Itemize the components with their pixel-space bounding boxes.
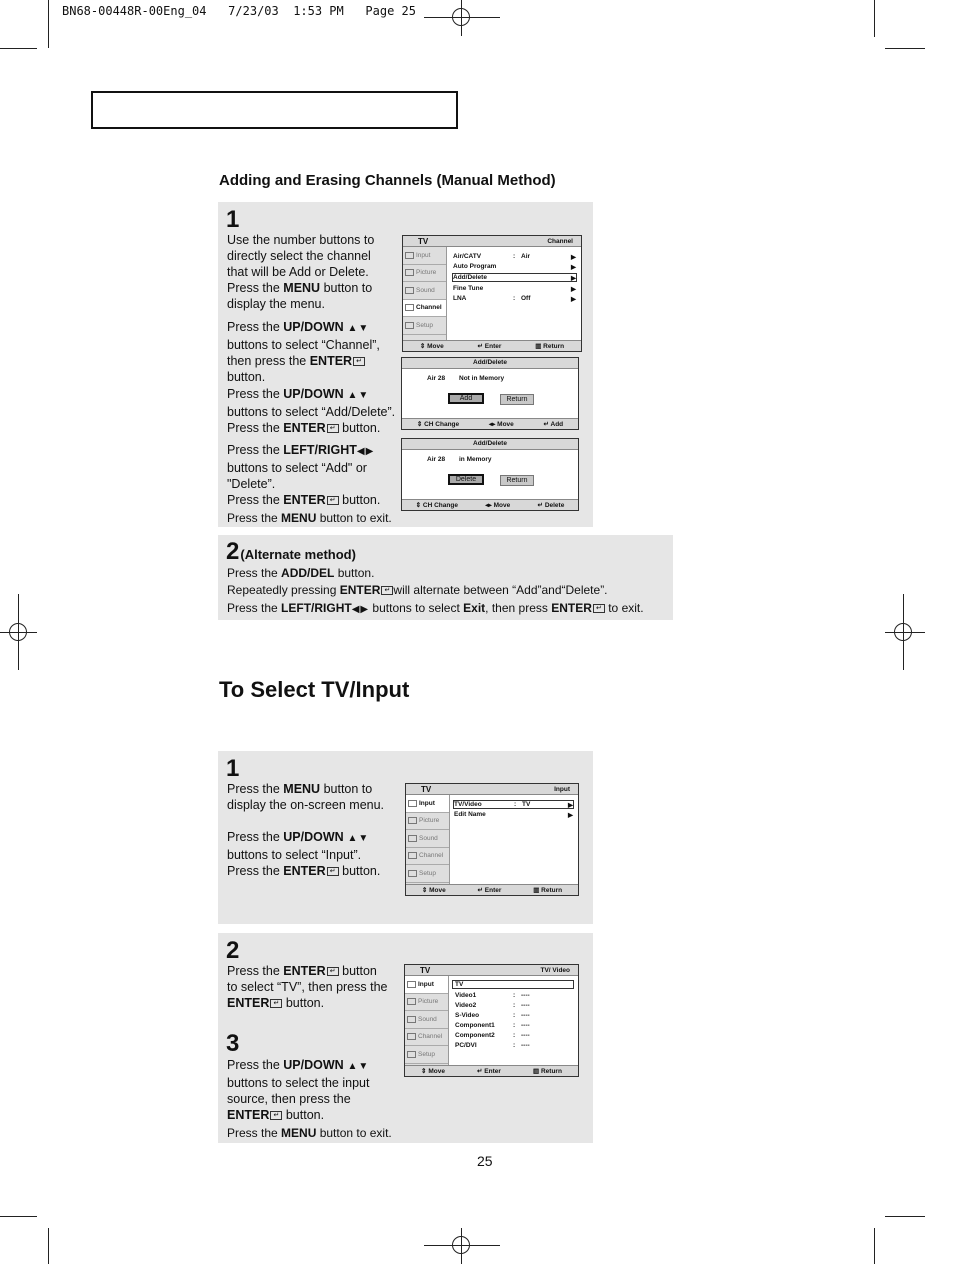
crop-mark bbox=[48, 1228, 49, 1264]
instruction-text: Press the UP/DOWN ▲▼ buttons to select “Channel”, then press the ENTER ↵ button. bbox=[227, 320, 380, 384]
add-delete-screen: Add/Delete Air 28 Not in Memory Add Return ⇕ CH Change ◂▸ Move ↵ Add bbox=[401, 357, 579, 430]
enter-icon: ↵ bbox=[327, 967, 339, 976]
step-number: 2 bbox=[226, 937, 240, 964]
enter-icon: ↵ bbox=[327, 424, 339, 433]
instruction-text: Press the MENU button to exit. bbox=[227, 511, 392, 525]
return-icon: ▥ bbox=[533, 1068, 540, 1075]
enter-icon: ↵ bbox=[543, 421, 549, 428]
enter-icon: ↵ bbox=[477, 1068, 483, 1075]
crop-mark bbox=[874, 1228, 875, 1264]
instruction-text: Use the number buttons to directly select the channel that will be Add or Delete. Press the MENU button to display the menu. bbox=[227, 233, 375, 311]
crop-mark bbox=[461, 0, 462, 36]
left-right-arrows-icon: ◀▶ bbox=[351, 604, 370, 615]
instruction-text: Press the MENU button to display the on-screen menu. bbox=[227, 782, 385, 812]
up-down-arrows-icon: ▲▼ bbox=[343, 1061, 370, 1072]
tv-video-screen: TV TV/ Video Input Picture Sound Channel Setup TV Video1 : ---- Video2 : ---- S-Video : ---- Component1 : ---- Component2 : ---- PC/DVI : ---- ⇕ Move ↵ Enter ▥ Return bbox=[404, 964, 579, 1077]
instruction-text: Press the MENU button to exit. bbox=[227, 1126, 392, 1140]
return-icon: ▥ bbox=[533, 887, 540, 894]
crop-mark bbox=[424, 17, 500, 18]
left-right-arrows-icon: ◀▶ bbox=[356, 446, 375, 457]
setup-icon bbox=[405, 322, 414, 329]
crop-mark bbox=[885, 632, 925, 633]
instruction-text: Press the LEFT/RIGHT◀▶ buttons to select Exit, then press ENTER ↵ to exit. bbox=[227, 601, 644, 615]
up-down-arrows-icon: ▲▼ bbox=[343, 833, 370, 844]
move-icon: ⇕ bbox=[419, 343, 426, 350]
return-button[interactable]: Return bbox=[500, 475, 534, 486]
instruction-text: Press the ENTER ↵ button to select “TV”, then press the ENTER ↵ button. bbox=[227, 964, 388, 1010]
step-number: 3 bbox=[226, 1030, 240, 1057]
channel-icon bbox=[407, 1033, 416, 1040]
page-number: 25 bbox=[477, 1153, 493, 1169]
up-down-arrows-icon: ▲▼ bbox=[343, 323, 370, 334]
crop-mark bbox=[48, 0, 49, 48]
step-panel bbox=[218, 933, 593, 1143]
ch-change-icon: ⇕ bbox=[415, 502, 422, 509]
channel-menu-screen: TV Channel Input Picture Sound Channel Setup Air/CATV : Air ▶ Auto Program ▶ Add/Delete ▶ Fine Tune ▶ LNA : Off ▶ ⇕ Move ↵ Enter ▥ Return bbox=[402, 235, 582, 352]
crop-mark bbox=[424, 1245, 500, 1246]
step-number: 1 bbox=[226, 206, 240, 233]
section-title: To Select TV/Input bbox=[219, 677, 410, 702]
chapter-title-box bbox=[91, 91, 458, 129]
enter-icon: ↵ bbox=[381, 586, 393, 595]
enter-icon: ↵ bbox=[593, 604, 605, 613]
enter-icon: ↵ bbox=[327, 496, 339, 505]
input-icon bbox=[407, 981, 416, 988]
sound-icon bbox=[408, 835, 417, 842]
instruction-text: Press the ADD/DEL button. bbox=[227, 566, 375, 580]
crop-mark bbox=[0, 48, 37, 49]
step-number: 2 bbox=[226, 538, 240, 565]
crop-mark bbox=[0, 632, 37, 633]
enter-icon: ↵ bbox=[270, 999, 282, 1008]
step-panel bbox=[218, 202, 593, 527]
crop-mark bbox=[874, 0, 875, 37]
picture-icon bbox=[405, 269, 414, 276]
instruction-text: Press the UP/DOWN ▲▼ buttons to select “Input”. Press the ENTER ↵ button. bbox=[227, 830, 381, 878]
up-down-arrows-icon: ▲▼ bbox=[343, 390, 370, 401]
enter-icon: ↵ bbox=[270, 1111, 282, 1120]
crop-mark bbox=[0, 1216, 37, 1217]
instruction-text: Repeatedly pressing ENTER ↵ will alternate between “Add”and“Delete”. bbox=[227, 583, 608, 597]
input-icon bbox=[408, 800, 417, 807]
step-panel bbox=[218, 751, 593, 924]
step-number: 1 bbox=[226, 755, 240, 782]
crop-mark bbox=[885, 1216, 925, 1217]
enter-icon: ↵ bbox=[477, 343, 483, 350]
channel-icon bbox=[405, 304, 414, 311]
sound-icon bbox=[405, 287, 414, 294]
alternate-method-panel bbox=[218, 535, 673, 620]
setup-icon bbox=[408, 870, 417, 877]
sound-icon bbox=[407, 1016, 416, 1023]
enter-icon: ↵ bbox=[353, 357, 365, 366]
print-header: BN68-00448R-00Eng_04 7/23/03 1:53 PM Page 25 bbox=[62, 4, 417, 18]
add-delete-screen: Add/Delete Air 28 in Memory Delete Return ⇕ CH Change ◂▸ Move ↵ Delete bbox=[401, 438, 579, 511]
alternate-method-label: (Alternate method) bbox=[240, 547, 356, 562]
return-icon: ▥ bbox=[535, 343, 542, 350]
move-icon: ⇕ bbox=[421, 887, 428, 894]
add-button[interactable]: Add bbox=[448, 393, 484, 404]
instruction-text: Press the UP/DOWN ▲▼ buttons to select the input source, then press the ENTER ↵ button. bbox=[227, 1058, 370, 1122]
enter-icon: ↵ bbox=[537, 502, 543, 509]
crop-mark bbox=[461, 1228, 462, 1264]
instruction-text: Press the UP/DOWN ▲▼ buttons to select “Add/Delete”. Press the ENTER ↵ button. bbox=[227, 387, 396, 435]
move-icon: ⇕ bbox=[421, 1068, 427, 1075]
picture-icon bbox=[407, 998, 416, 1005]
left-right-icon: ◂▸ bbox=[485, 502, 492, 509]
instruction-text: Press the LEFT/RIGHT◀▶ buttons to select “Add" or "Delete”. Press the ENTER ↵ button. bbox=[227, 443, 381, 507]
crop-mark bbox=[885, 48, 925, 49]
section-title: Adding and Erasing Channels (Manual Method) bbox=[219, 172, 556, 189]
picture-icon bbox=[408, 817, 417, 824]
delete-button[interactable]: Delete bbox=[448, 474, 484, 485]
setup-icon bbox=[407, 1051, 416, 1058]
ch-change-icon: ⇕ bbox=[416, 421, 423, 428]
input-menu-screen: TV Input Input Picture Sound Channel Setup TV/Video : TV ▶ Edit Name ▶ ⇕ Move ↵ Enter ▥ Return bbox=[405, 783, 579, 896]
return-button[interactable]: Return bbox=[500, 394, 534, 405]
channel-icon bbox=[408, 852, 417, 859]
enter-icon: ↵ bbox=[327, 867, 339, 876]
left-right-icon: ◂▸ bbox=[488, 421, 496, 428]
input-icon bbox=[405, 252, 414, 259]
enter-icon: ↵ bbox=[477, 887, 483, 894]
